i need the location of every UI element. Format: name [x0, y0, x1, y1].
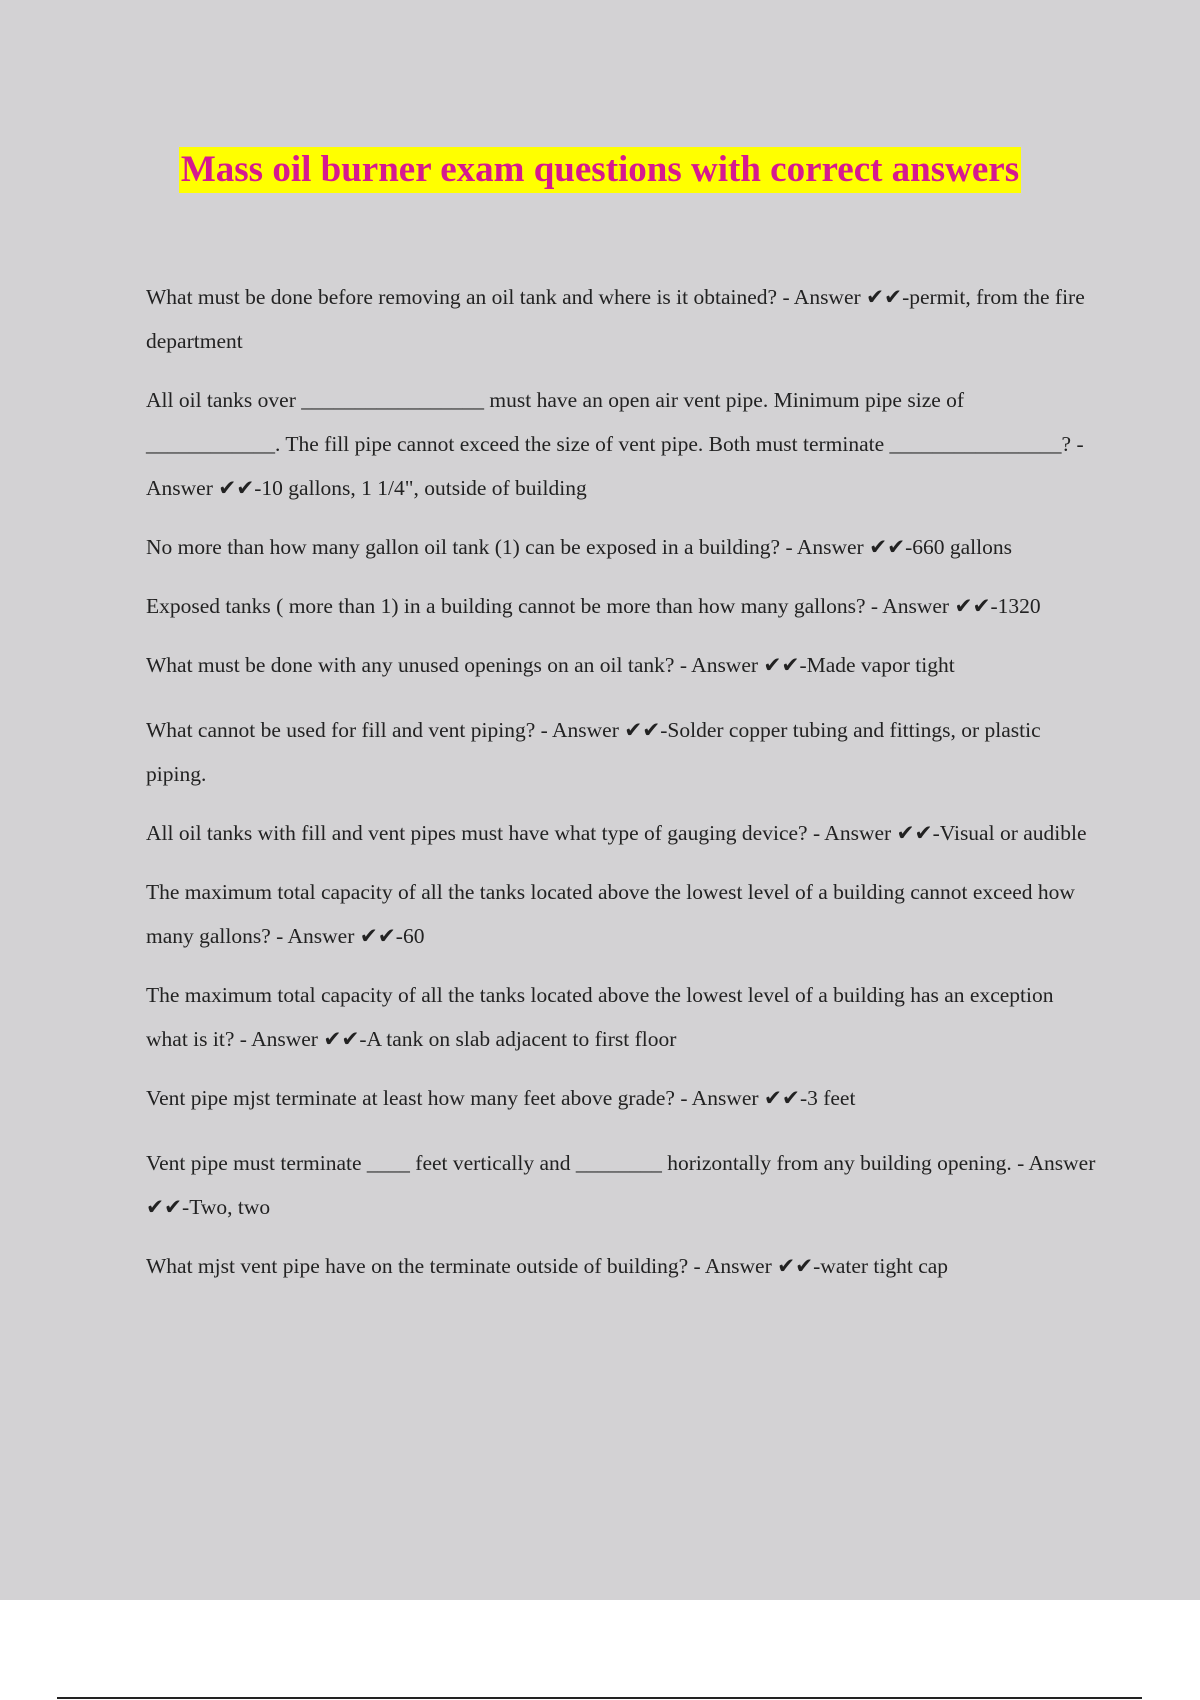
question-item: Exposed tanks ( more than 1) in a building cannot be more than how many gallons? - Answer ✔✔-1320 [146, 594, 1041, 618]
document-title: Mass oil burner exam questions with correct answers [179, 147, 1021, 193]
question-item: What cannot be used for fill and vent piping? - Answer ✔✔-Solder copper tubing and fittings, or plastic piping. [146, 718, 1041, 786]
bottom-divider [57, 1697, 1142, 1699]
question-item: Vent pipe must terminate ____ feet vertically and ________ horizontally from any building opening. - Answer ✔✔-Two, two [146, 1151, 1096, 1219]
question-item: The maximum total capacity of all the tanks located above the lowest level of a building has an exception what is it? - Answer ✔✔-A tank on slab adjacent to first floor [146, 983, 1054, 1051]
question-list [146, 275, 1096, 1309]
question-item: What must be done with any unused openings on an oil tank? - Answer ✔✔-Made vapor tight [146, 653, 955, 677]
question-item: No more than how many gallon oil tank (1) can be exposed in a building? - Answer ✔✔-660 gallons [146, 535, 1012, 559]
question-item: The maximum total capacity of all the tanks located above the lowest level of a building cannot exceed how many gallons? - Answer ✔✔-60 [146, 880, 1075, 948]
title-wrapper [0, 147, 1200, 193]
question-item: Vent pipe mjst terminate at least how many feet above grade? - Answer ✔✔-3 feet [146, 1086, 856, 1110]
question-item: All oil tanks over _________________ must have an open air vent pipe. Minimum pipe size of ____________. The fill pipe cannot exceed the size of vent pipe. Both must terminate ________________? - Answer ✔✔-10 gallons, 1 1/4", outside of building [146, 388, 1084, 500]
question-item: What must be done before removing an oil tank and where is it obtained? - Answer ✔✔-permit, from the fire department [146, 285, 1085, 353]
question-item: All oil tanks with fill and vent pipes must have what type of gauging device? - Answer ✔✔-Visual or audible [146, 821, 1087, 845]
question-item: What mjst vent pipe have on the terminate outside of building? - Answer ✔✔-water tight cap [146, 1254, 949, 1278]
